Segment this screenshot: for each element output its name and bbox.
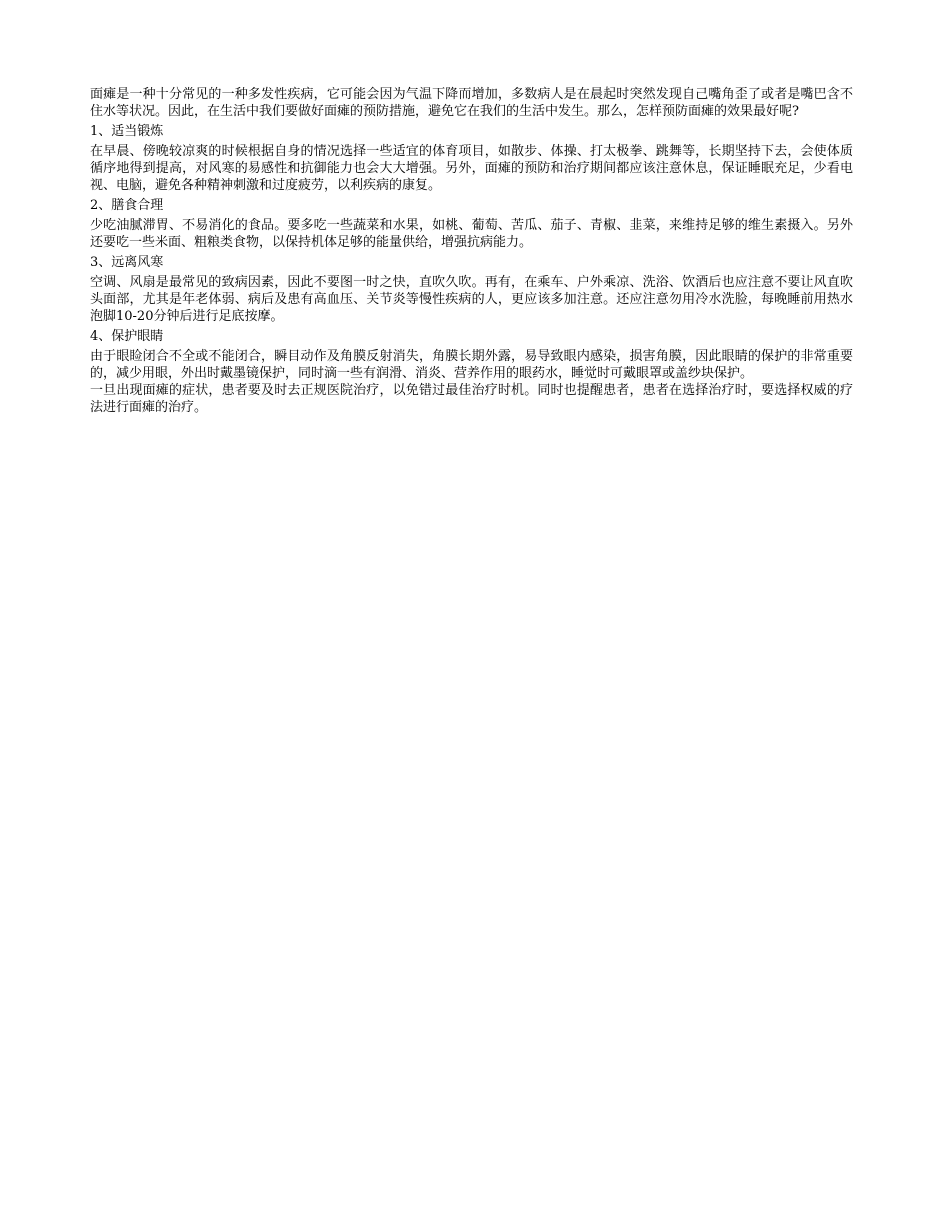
section-exercise: [90, 123, 853, 194]
intro-paragraph: 面瘫是一种十分常见的一种多发性疾病，它可能会因为气温下降而增加，多数病人是在晨起时突然发现自己嘴角歪了或者是嘴巴含不住水等状况。因此，在生活中我们要做好面瘫的预防措施，避免它在我们的生活中发生。那么，怎样预防面瘫的效果最好呢?: [90, 87, 853, 119]
section-heading: 3、远离风寒: [90, 255, 164, 270]
section-heading: 4、保护眼睛: [90, 329, 164, 344]
section-heading: 2、膳食合理: [90, 198, 164, 213]
section-eye-care: [90, 328, 853, 382]
article-content: [90, 86, 853, 416]
section-avoid-cold: [90, 254, 853, 325]
section-heading: 1、适当锻炼: [90, 124, 164, 139]
section-body: 在早晨、傍晚较凉爽的时候根据自身的情况选择一些适宜的体育项目，如散步、体操、打太极拳、跳舞等，长期坚持下去，会使体质循序地得到提高，对风寒的易感性和抗御能力也会大大增强。另外，面瘫的预防和治疗期间都应该注意休息，保证睡眠充足，少看电视、电脑，避免各种精神刺激和过度疲劳，以利疾病的康复。: [90, 144, 853, 193]
section-body: 少吃油腻滞胃、不易消化的食品。要多吃一些蔬菜和水果，如桃、葡萄、苦瓜、茄子、青椒、韭菜，来维持足够的维生素摄入。另外还要吃一些米面、粗粮类食物，以保持机体足够的能量供给，增强抗病能力。: [90, 218, 853, 250]
section-body: 由于眼睑闭合不全或不能闭合，瞬目动作及角膜反射消失，角膜长期外露，易导致眼内感染，损害角膜，因此眼睛的保护的非常重要的，减少用眼，外出时戴墨镜保护，同时滴一些有润滑、消炎、营养作用的眼药水，睡觉时可戴眼罩或盖纱块保护。: [90, 349, 853, 381]
section-body: 空调、风扇是最常见的致病因素，因此不要图一时之快，直吹久吹。再有，在乘车、户外乘凉、洗浴、饮酒后也应注意不要让风直吹头面部，尤其是年老体弱、病后及患有高血压、关节炎等慢性疾病的人，更应该多加注意。还应注意勿用冷水洗脸，每晚睡前用热水泡脚10-20分钟后进行足底按摩。: [90, 275, 853, 324]
section-diet: [90, 197, 853, 251]
conclusion-paragraph: 一旦出现面瘫的症状，患者要及时去正规医院治疗，以免错过最佳治疗时机。同时也提醒患者，患者在选择治疗时，要选择权威的疗法进行面瘫的治疗。: [90, 383, 853, 415]
